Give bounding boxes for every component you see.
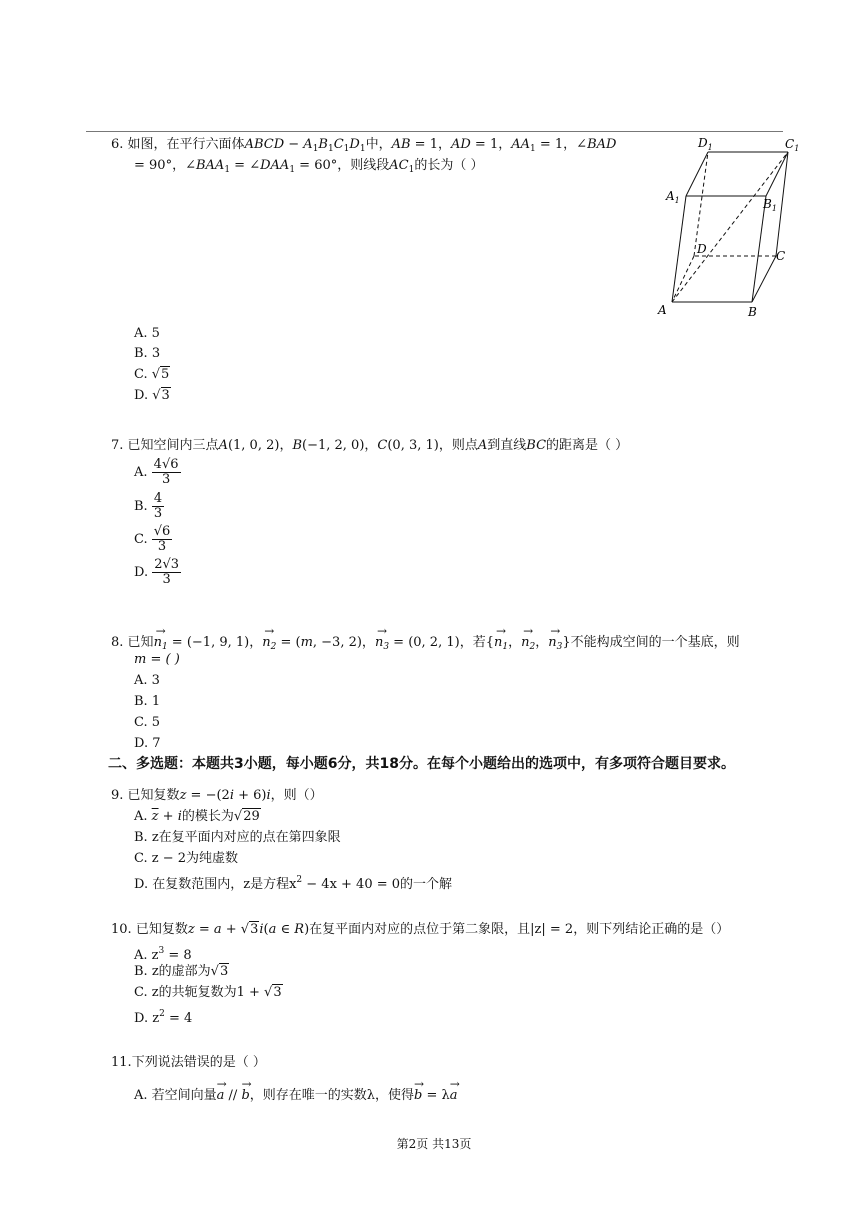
- vertex-c1-label: $C_1$: [785, 137, 800, 153]
- q10-stem: 10. 已知复数z = a + √3i(a ∈ R)在复平面内对应的点位于第二象限，且|z| = 2，则下列结论正确的是（）: [111, 922, 730, 937]
- q6-option-d: D. √3: [134, 388, 170, 403]
- vertex-b1-label: $B_1$: [763, 197, 777, 213]
- q8-option-c: C. 5: [134, 715, 161, 730]
- q7-option-c: C. $\frac{√6}{3}$: [134, 524, 171, 554]
- q11-stem: 11.下列说法错误的是（ ）: [111, 1055, 266, 1070]
- q10-option-b: B. z的虚部为√3: [134, 964, 229, 979]
- q10-option-c: C. z的共轭复数为1 + √3: [134, 985, 282, 1000]
- q9-option-b: B. z在复平面内对应的点在第四象限: [134, 830, 341, 845]
- q8-option-d: D. 7: [134, 736, 161, 751]
- q11-number: 11.: [111, 1055, 132, 1070]
- page-footer: 第2页 共13页: [396, 1137, 472, 1151]
- vertex-c-label: C: [776, 249, 786, 263]
- q11-option-a: A. 若空间向量→ a // → b，则存在唯一的实数λ，使得→ b = λ→ a: [134, 1083, 458, 1105]
- q9-option-d: D. 在复数范围内，z是方程$x^2 - 4x + 40 = 0$的一个解: [134, 875, 453, 892]
- q9-option-c: C. z − 2为纯虚数: [134, 851, 239, 866]
- parallelepiped-figure: [650, 130, 810, 325]
- q6-stem-line1: 6. 如图，在平行六面体ABCD − $A_1B_1C_1D_1$中，AB = 1，AD = 1，$AA_1 = 1$，∠BAD: [111, 137, 617, 154]
- q8-number: 8.: [111, 635, 124, 650]
- q6-stem-line2: = 90°，$\angle BAA_1$ = $\angle DAA_1 = 60^\circ$，则线段$AC_1$的长为（ ）: [134, 158, 484, 175]
- q7-stem: 7. 已知空间内三点A(1, 0, 2)，B(−1, 2, 0)，C(0, 3, 1)，则点A到直线BC的距离是（ ）: [111, 438, 629, 453]
- q7-option-b: B. $\frac{4}{3}$: [134, 491, 163, 521]
- vertex-a1-label: $A_1$: [666, 189, 680, 205]
- vertex-b-label: B: [748, 305, 757, 319]
- vertex-d-label: D: [697, 242, 707, 256]
- vertex-d1-label: $D_1$: [698, 136, 713, 152]
- section-2-heading: 二、多选题：本题共3小题，每小题6分，共18分。在每个小题给出的选项中，有多项符合题目要求。: [108, 756, 735, 772]
- q6-number: 6.: [111, 137, 124, 152]
- q8-stem-line2: m = ( ): [134, 652, 180, 667]
- q9-option-a: A. $\overline{z} + i$的模长为√29: [134, 809, 260, 824]
- q8-option-a: A. 3: [134, 673, 160, 688]
- q6-option-a: A. 5: [134, 326, 160, 341]
- q8-option-b: B. 1: [134, 694, 161, 709]
- q6-option-c: C. √5: [134, 367, 170, 382]
- q10-number: 10.: [111, 922, 132, 937]
- q7-option-a: A. $\frac{4√6}{3}$: [134, 457, 179, 487]
- q8-stem-line1: 8. 已知→ $n_1 = (-1$, 9, 1)，→ $n_2 = (m$, −3, 2)，→ $n_3 = (0$, 2, 1)，若{→ $n_1$，→ $n_2$，→ $n_3$}不能构成空间的一个基底，则: [111, 630, 740, 656]
- vertex-a-label: A: [658, 303, 667, 317]
- q9-stem: 9. 已知复数z = −(2i + 6)i，则（）: [111, 788, 323, 803]
- q6-option-b: B. 3: [134, 346, 161, 361]
- q7-number: 7.: [111, 438, 124, 453]
- q10-option-a: A. $z^3 = 8$: [134, 946, 192, 963]
- q10-option-d: D. $z^2 = 4$: [134, 1009, 193, 1026]
- q9-number: 9.: [111, 788, 124, 803]
- q7-option-d: D. $\frac{2√3}{3}$: [134, 557, 180, 587]
